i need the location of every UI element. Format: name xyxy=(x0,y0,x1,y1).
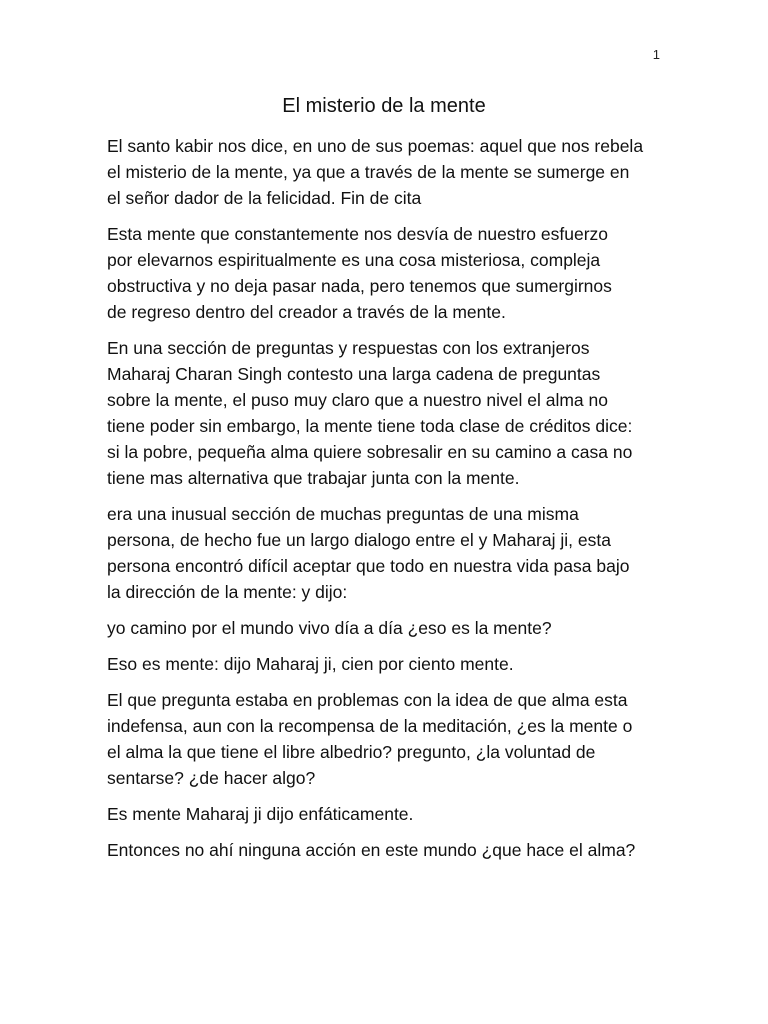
paragraph-8 xyxy=(107,801,667,827)
text-line: el señor dador de la felicidad. Fin de cita xyxy=(107,188,422,208)
text-line: el misterio de la mente, ya que a través de la mente se sumerge en xyxy=(107,162,630,182)
text-line: si la pobre, pequeña alma quiere sobresalir en su camino a casa no xyxy=(107,442,633,462)
paragraph-7 xyxy=(107,687,667,791)
text-line: El santo kabir nos dice, en uno de sus poemas: aquel que nos rebela xyxy=(107,136,644,156)
text-line: la dirección de la mente: y dijo: xyxy=(107,582,348,602)
text-line: indefensa, aun con la recompensa de la meditación, ¿es la mente o xyxy=(107,716,633,736)
paragraph-6 xyxy=(107,651,667,677)
document-title: El misterio de la mente xyxy=(282,95,486,117)
text-line: por elevarnos espiritualmente es una cosa misteriosa, compleja xyxy=(107,250,601,270)
text-line: Esta mente que constantemente nos desvía de nuestro esfuerzo xyxy=(107,224,609,244)
paragraph-3 xyxy=(107,335,667,491)
text-line: de regreso dentro del creador a través de la mente. xyxy=(107,302,506,322)
text-line: Maharaj Charan Singh contesto una larga cadena de preguntas xyxy=(107,364,601,384)
page-number: 1 xyxy=(652,47,660,62)
text-line: tiene poder sin embargo, la mente tiene toda clase de créditos dice: xyxy=(107,416,633,436)
text-line: yo camino por el mundo vivo día a día ¿eso es la mente? xyxy=(107,618,552,638)
text-line: Es mente Maharaj ji dijo enfáticamente. xyxy=(107,804,414,824)
text-line: tiene mas alternativa que trabajar junta con la mente. xyxy=(107,468,520,488)
paragraph-2 xyxy=(107,221,667,325)
text-line: sobre la mente, el puso muy claro que a nuestro nivel el alma no xyxy=(107,390,608,410)
text-line: sentarse? ¿de hacer algo? xyxy=(107,768,316,788)
text-line: El que pregunta estaba en problemas con la idea de que alma esta xyxy=(107,690,628,710)
text-line: Entonces no ahí ninguna acción en este mundo ¿que hace el alma? xyxy=(107,840,636,860)
paragraph-5 xyxy=(107,615,667,641)
text-line: obstructiva y no deja pasar nada, pero tenemos que sumergirnos xyxy=(107,276,612,296)
text-line: En una sección de preguntas y respuestas con los extranjeros xyxy=(107,338,590,358)
paragraph-4 xyxy=(107,501,667,605)
text-line: era una inusual sección de muchas preguntas de una misma xyxy=(107,504,579,524)
paragraph-1 xyxy=(107,133,667,211)
text-line: persona, de hecho fue un largo dialogo entre el y Maharaj ji, esta xyxy=(107,530,611,550)
text-line: el alma la que tiene el libre albedrio? pregunto, ¿la voluntad de xyxy=(107,742,596,762)
text-line: Eso es mente: dijo Maharaj ji, cien por ciento mente. xyxy=(107,654,514,674)
paragraph-9 xyxy=(107,837,667,863)
text-line: persona encontró difícil aceptar que todo en nuestra vida pasa bajo xyxy=(107,556,630,576)
document-body xyxy=(107,133,667,873)
